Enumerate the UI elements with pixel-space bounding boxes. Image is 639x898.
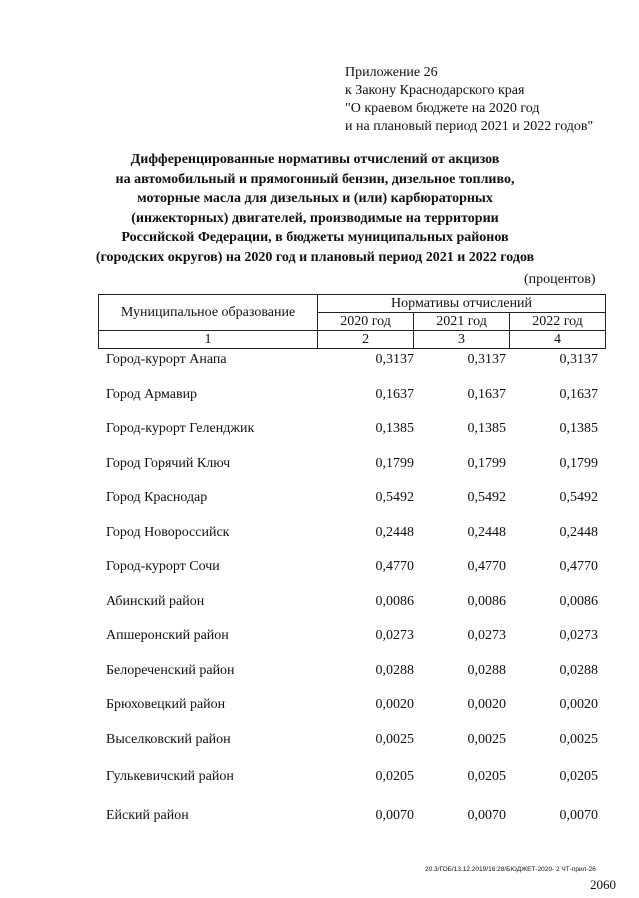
value-2021: 0,0020 [467,697,506,712]
municipality-name: Город Горячий Ключ [106,456,231,471]
value-2022: 0,1799 [559,456,598,471]
value-2022: 0,4770 [559,559,598,574]
header-norms: Нормативы отчислений [318,295,606,313]
municipality-name: Город Армавир [106,387,198,402]
value-2021: 0,0273 [467,628,506,643]
value-2020: 0,0273 [375,628,414,643]
appendix-reference [345,64,593,136]
value-2020: 0,0025 [375,732,414,747]
appendix-line-2: к Закону Краснодарского края [345,83,525,98]
value-2021: 0,1799 [467,456,506,471]
header-year-2022: 2022 год [510,313,606,331]
value-2021: 0,0205 [467,769,506,784]
value-2022: 0,0205 [559,769,598,784]
value-2022: 0,0025 [559,732,598,747]
value-2022: 0,3137 [559,352,598,367]
title-line-4: (инжекторных) двигателей, производимые на территории [131,210,499,226]
title-line-3: моторные масла для дизельных и (или) карбюраторных [137,191,493,206]
value-2021: 0,1385 [467,421,506,436]
appendix-line-3: "О краевом бюджете на 2020 год [345,101,540,116]
col-number-3: 3 [414,331,510,349]
title-line-6: (городских округов) на 2020 год и плановый период 2021 и 2022 годов [95,249,535,265]
value-2022: 0,0273 [559,628,598,643]
table-row [0,808,639,828]
municipality-name: Город-курорт Геленджик [106,421,255,436]
municipality-name: Брюховецкий район [106,697,226,712]
value-2020: 0,0086 [375,594,414,609]
page-number: 2060 [590,877,616,892]
header-municipality: Муниципальное образование [99,295,318,331]
value-2020: 0,1637 [375,387,414,402]
footer-code: 20.3/ГОБ/13.12.2019/16:28/БЮДЖЕТ-2020- 2 ЧТ-прил-26 [425,866,596,873]
value-2021: 0,2448 [467,525,506,540]
value-2022: 0,5492 [559,490,598,505]
table-header [98,294,606,349]
value-2020: 0,3137 [375,352,414,367]
title-line-1: Дифференцированные нормативы отчислений от акцизов [130,152,500,167]
value-2020: 0,0070 [375,808,414,823]
value-2020: 0,1385 [375,421,414,436]
value-2021: 0,5492 [467,490,506,505]
appendix-line-1: Приложение 26 [345,65,438,80]
value-2022: 0,0086 [559,594,598,609]
appendix-line-4: и на плановый период 2021 и 2022 годов" [345,119,594,134]
table-row [0,387,639,407]
units-label: (процентов) [524,272,596,287]
municipality-name: Белореченский район [106,663,235,678]
table-row [0,628,639,648]
document-title [80,150,550,267]
col-number-1: 1 [99,331,318,349]
value-2022: 0,1385 [559,421,598,436]
header-year-2020: 2020 год [318,313,414,331]
value-2022: 0,2448 [559,525,598,540]
value-2020: 0,0288 [375,663,414,678]
municipality-name: Абинский район [106,594,205,609]
value-2021: 0,3137 [467,352,506,367]
municipality-name: Гулькевичский район [106,769,234,784]
value-2021: 0,0025 [467,732,506,747]
table-row [0,456,639,476]
table-row [0,663,639,683]
municipality-name: Город-курорт Анапа [106,352,227,367]
municipality-name: Выселковский район [106,732,231,747]
col-number-4: 4 [510,331,606,349]
value-2020: 0,0205 [375,769,414,784]
value-2020: 0,4770 [375,559,414,574]
table-row [0,559,639,579]
value-2021: 0,0070 [467,808,506,823]
value-2022: 0,0070 [559,808,598,823]
value-2020: 0,1799 [375,456,414,471]
table-row [0,421,639,441]
value-2022: 0,0020 [559,697,598,712]
value-2021: 0,1637 [467,387,506,402]
municipality-name: Апшеронский район [106,628,229,643]
value-2022: 0,0288 [559,663,598,678]
value-2020: 0,5492 [375,490,414,505]
value-2020: 0,0020 [375,697,414,712]
header-year-2021: 2021 год [414,313,510,331]
table-row [0,697,639,717]
municipality-name: Город Краснодар [106,490,208,505]
municipality-name: Город Новороссийск [106,525,230,540]
table-row [0,732,639,752]
municipality-name: Город-курорт Сочи [106,559,220,574]
table-row [0,490,639,510]
municipality-name: Ейский район [106,808,189,823]
table-row [0,594,639,614]
title-line-2: на автомобильный и прямогонный бензин, дизельное топливо, [115,171,515,187]
value-2021: 0,4770 [467,559,506,574]
table-row [0,769,639,789]
title-line-5: Российской Федерации, в бюджеты муниципальных районов [121,230,509,245]
value-2021: 0,0086 [467,594,506,609]
value-2021: 0,0288 [467,663,506,678]
value-2022: 0,1637 [559,387,598,402]
col-number-2: 2 [318,331,414,349]
value-2020: 0,2448 [375,525,414,540]
table-row [0,352,639,372]
table-row [0,525,639,545]
